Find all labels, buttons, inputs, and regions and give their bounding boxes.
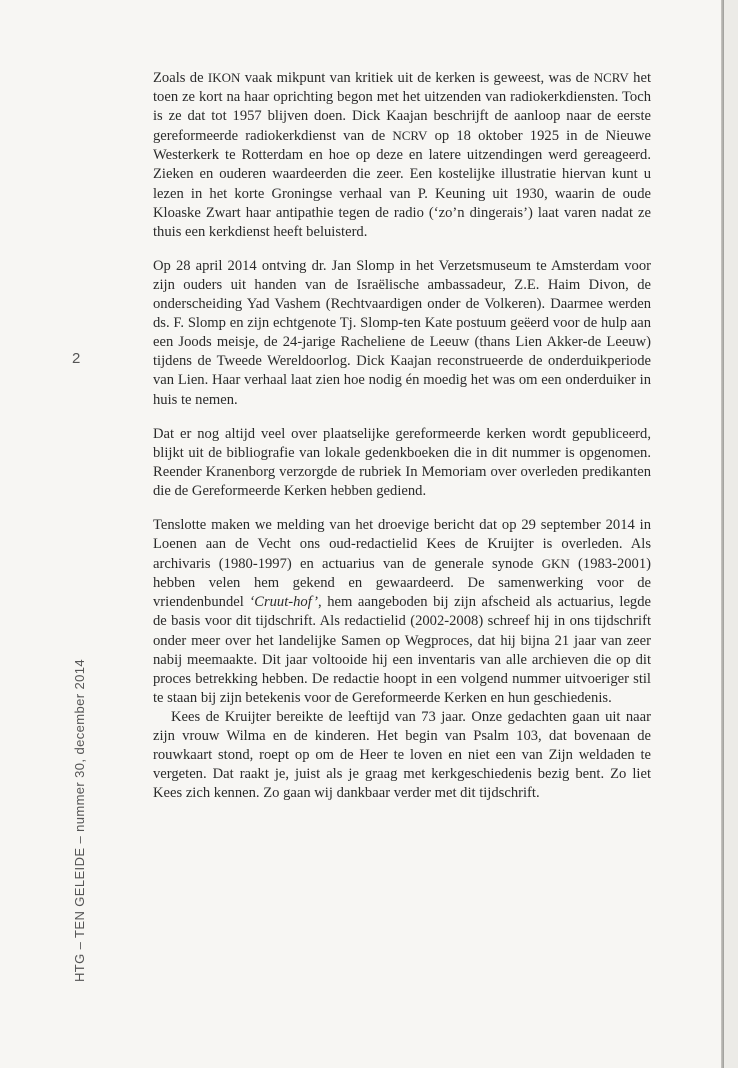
abbr-gkn: GKN <box>541 556 570 572</box>
running-footer: HTG – TEN GELEIDE – nummer 30, december 2014 <box>72 659 87 982</box>
paragraph-bibliography: Dat er nog altijd veel over plaatselijke gereformeerde kerken wordt gepubliceerd, blijkt uit de bibliografie van lokale gedenkboeken die in dit nummer is opgenomen. Reender Kranenborg verzorgde de rubriek In Memoriam over overleden predikanten die de Gereformeerde Kerken hebben gediend. <box>153 425 651 499</box>
abbr-ncrv: NCRV <box>392 128 428 144</box>
page-edge <box>721 0 724 1068</box>
paragraph-yad-vashem: Op 28 april 2014 ontving dr. Jan Slomp in het Verzetsmuseum te Amsterdam voor zijn ouders uit handen van de Israëlische ambassadeur, Z.E. Haim Divon, de onderscheiding Yad Vashem (Rechtvaardigen onder de Volkeren). Daarmee werden ds. F. Slomp en zijn echtgenote Tj. Slomp-ten Kate postuum geëerd voor de hulp aan een Joods meisje, de 24-jarige Racheliene de Leeuw (thans Lien Akker-de Leeuw) tijdens de Tweede Wereldoorlog. Dick Kaajan reconstrueerde de onderduikperiode van Lien. Haar verhaal laat zien hoe nodig én moedig het was om een onderduiker in huis te nemen. <box>153 257 651 408</box>
bundle-title: ‘Cruut-hof’ <box>249 594 318 611</box>
page-number: 2 <box>72 350 81 367</box>
abbr-ncrv: NCRV <box>593 70 629 85</box>
page-edge-shadow <box>724 0 738 1068</box>
paragraph-closing: Kees de Kruijter bereikte de leeftijd van 73 jaar. Onze gedachten gaan uit naar zijn vrouw Wilma en de kinderen. Het begin van Psalm 103, dat bovenaan de rouwkaart stond, roept op om de Heer te loven en niet een van Zijn weldaden te vergeten. Dat raakt je, juist als je graag met kerkgeschiedenis bezig bent. Zo liet Kees zich kennen. Zo gaan wij dankbaar verder met dit tijdschrift. <box>153 708 651 802</box>
paragraph-radio-services: Zoals de IKON vaak mikpunt van kritiek uit de kerken is geweest, was de NCRV het toen ze kort na haar oprichting begon met het uitzenden van radiokerkdiensten. Toch is ze dat tot 1957 blijven doen. Dick Kaajan beschrijft de aanloop naar de eerste gereformeerde radiokerkdienst van de NCRV op 18 oktober 1925 in de Nieuwe Westerkerk te Rotterdam en hoe op deze en latere uitzendingen werd gereageerd. Zieken en ouderen waardeerden die zeer. Een kostelijke illustratie hiervan kunt u lezen in het korte Groningse verhaal van P. Keuning uit 1930, waarin de oude Kloaske Zwart haar antipathie tegen de radio (‘zo’n dingerais’) laat varen nadat ze thuis een kerkdienst heeft beluisterd. <box>153 70 651 240</box>
abbr-ikon: IKON <box>207 70 241 85</box>
paragraph-in-memoriam: Tenslotte maken we melding van het droevige bericht dat op 29 september 2014 in Loenen aan de Vecht ons oud-redactielid Kees de Kruijter is overleden. Als archivaris (1980-1997) en actuarius van de generale synode GKN (1983-2001) hebben velen hem gekend en gewaardeerd. De samenwerking voor de vriendenbundel ‘Cruut-hof’, hem aangeboden bij zijn afscheid als actuarius, legde de basis voor dit tijdschrift. Als redactielid (2002-2008) schreef hij in ons tijdschrift onder meer over het landelijke Samen op Wegproces, dat hij bijna 21 jaar van zeer nabij meemaakte. Dit jaar voltooide hij een inventaris van alle archieven die op dit proces betrekking hebben. De redactie hoopt in een volgend nummer uitvoeriger stil te staan bij zijn betekenis voor de Gereformeerde Kerken en hun geschiedenis. <box>153 516 651 706</box>
article-body <box>153 68 651 803</box>
